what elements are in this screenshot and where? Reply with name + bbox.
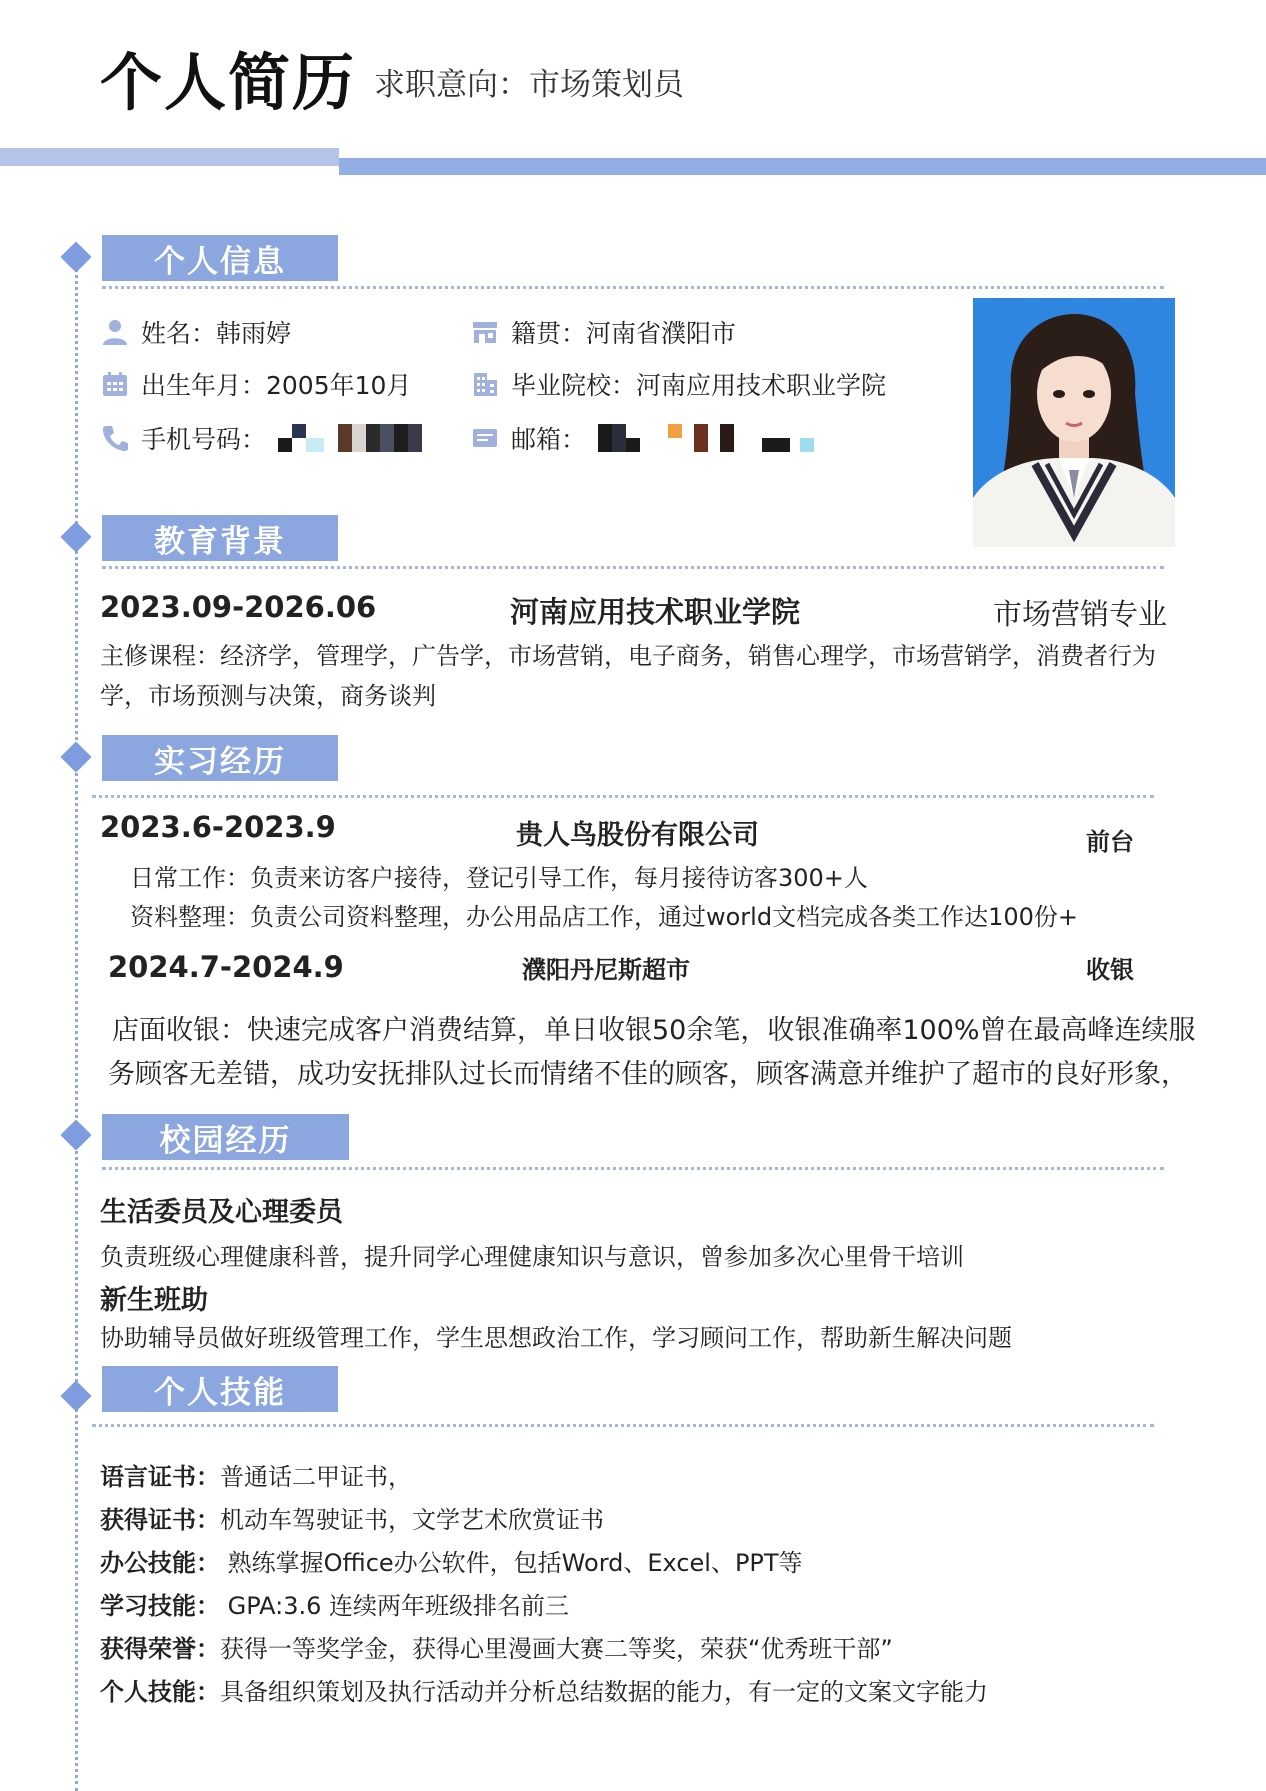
job-detail: 店面收银：快速完成客户消费结算，单日收银50余笔，收银准确率100%曾在最高峰连续服: [112, 1015, 1196, 1046]
skill-text: 普通话二甲证书，: [220, 1463, 412, 1491]
section-heading-campus: 校园经历: [102, 1114, 349, 1160]
job-detail: 务顾客无差错，成功安抚排队过长而情绪不佳的顾客，顾客满意并维护了超市的良好形象，: [108, 1059, 1188, 1090]
skill-label: 办公技能：: [100, 1549, 220, 1577]
skill-item: [100, 1457, 412, 1492]
phone-icon: [101, 424, 129, 452]
skill-text: 熟练掌握Office办公软件，包括Word、Excel、PPT等: [220, 1549, 803, 1577]
section-heading-education: 教育背景: [102, 515, 338, 561]
education-school: 河南应用技术职业学院: [510, 595, 801, 629]
section-marker: [60, 741, 91, 772]
job-period: 2023.6-2023.9: [100, 810, 336, 844]
education-period: 2023.09-2026.06: [100, 590, 377, 624]
timeline-line: [75, 250, 78, 1791]
building-icon: [471, 370, 499, 398]
name-text: 姓名：韩雨婷: [141, 319, 292, 348]
person-icon: [101, 318, 129, 346]
job-role: 前台: [1086, 828, 1134, 856]
job-objective: 求职意向：市场策划员: [374, 67, 684, 103]
school-text: 毕业院校：河南应用技术职业学院: [511, 371, 887, 400]
section-marker: [60, 1119, 91, 1150]
job-detail: 资料整理：负责公司资料整理，办公用品店工作，通过world文档完成各类工作达100份+: [130, 903, 1078, 931]
skill-item: [100, 1672, 988, 1707]
education-courses-line1: 主修课程：经济学，管理学，广告学，市场营销，电子商务，销售心理学，市场营销学，消费者行为: [100, 642, 1156, 670]
campus-role-desc: 协助辅导员做好班级管理工作，学生思想政治工作，学习顾问工作，帮助新生解决问题: [100, 1324, 1012, 1352]
campus-role-title: 生活委员及心理委员: [100, 1197, 343, 1228]
email-label: 邮箱：: [511, 425, 587, 454]
info-birth: [101, 366, 411, 402]
campus-role-desc: 负责班级心理健康科普，提升同学心理健康知识与意识，曾参加多次心里骨干培训: [100, 1243, 964, 1271]
section-divider: [102, 286, 1164, 289]
skill-item: [100, 1629, 893, 1664]
section-divider: [92, 1424, 1154, 1427]
profile-photo: [973, 298, 1175, 547]
education-courses-line2: 学，市场预测与决策，商务谈判: [100, 682, 436, 710]
skill-label: 个人技能：: [100, 1678, 220, 1706]
info-phone: [101, 420, 422, 456]
campus-role-title: 新生班助: [100, 1285, 208, 1316]
job-period: 2024.7-2024.9: [108, 950, 344, 984]
skill-item: [100, 1500, 604, 1535]
education-major: 市场营销专业: [993, 597, 1168, 631]
section-heading-skills: 个人技能: [102, 1366, 338, 1412]
skill-label: 获得荣誉：: [100, 1635, 220, 1663]
header-bar-left: [0, 148, 339, 166]
phone-redacted: [278, 424, 422, 452]
job-company: 贵人鸟股份有限公司: [516, 820, 759, 851]
info-name: [101, 314, 291, 350]
section-heading-personal: 个人信息: [102, 235, 338, 281]
page-title: 个人简历: [100, 46, 357, 119]
info-school: [471, 366, 886, 402]
birth-text: 出生年月：2005年10月: [141, 371, 412, 400]
skill-label: 获得证书：: [100, 1506, 220, 1534]
skill-text: 具备组织策划及执行活动并分析总结数据的能力，有一定的文案文字能力: [220, 1678, 988, 1706]
section-divider: [92, 795, 1154, 798]
hometown-text: 籍贯：河南省濮阳市: [511, 319, 737, 348]
header-bar-right: [339, 158, 1266, 175]
calendar-icon: [101, 370, 129, 398]
section-heading-internship: 实习经历: [102, 735, 338, 781]
section-divider: [102, 566, 1164, 569]
store-icon: [471, 318, 499, 346]
skill-item: [100, 1586, 569, 1621]
skill-item: [100, 1543, 803, 1578]
job-detail: 日常工作：负责来访客户接待，登记引导工作，每月接待访客300+人: [130, 864, 868, 892]
job-role: 收银: [1086, 956, 1134, 984]
skill-label: 语言证书：: [100, 1463, 220, 1491]
skill-text: GPA:3.6 连续两年班级排名前三: [220, 1592, 570, 1620]
job-company: 濮阳丹尼斯超市: [522, 956, 690, 984]
email-icon: [471, 424, 499, 452]
skill-text: 机动车驾驶证书，文学艺术欣赏证书: [220, 1506, 604, 1534]
info-email: [471, 420, 814, 456]
info-hometown: [471, 314, 736, 350]
section-marker: [60, 1380, 91, 1411]
skill-label: 学习技能：: [100, 1592, 220, 1620]
skill-text: 获得一等奖学金，获得心里漫画大赛二等奖，荣获“优秀班干部”: [220, 1635, 893, 1663]
email-redacted: [598, 424, 814, 452]
section-marker: [60, 521, 91, 552]
section-divider: [102, 1167, 1164, 1170]
section-marker: [60, 241, 91, 272]
phone-label: 手机号码：: [141, 425, 267, 454]
